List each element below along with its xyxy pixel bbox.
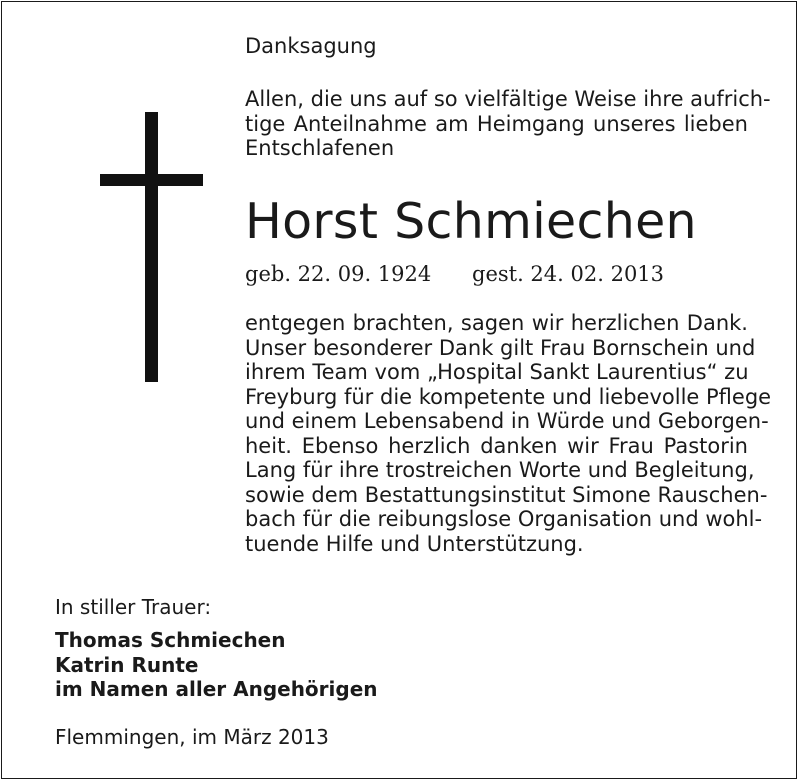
cross-horizontal-bar — [100, 174, 203, 186]
notice-heading: Danksagung — [245, 34, 377, 58]
death-date: gest. 24. 02. 2013 — [472, 262, 665, 286]
mourner-name: im Namen aller Angehörigen — [55, 677, 378, 701]
life-dates — [245, 259, 665, 289]
deceased-name: Horst Schmiechen — [245, 193, 697, 250]
place-date: Flemmingen, im März 2013 — [55, 725, 329, 749]
thanks-line: tuende Hilfe und Unterstützung. — [245, 531, 584, 556]
thanks-text — [245, 311, 772, 556]
intro-line: Entschlafenen — [245, 136, 395, 160]
thanks-line: entgegen brachten, sagen wir herzlichen Dank. — [245, 311, 748, 335]
thanks-line: Unser besonderer Dank gilt Frau Bornschein und — [245, 335, 756, 360]
mourner-name: Thomas Schmiechen — [55, 628, 286, 652]
notice-frame — [1, 1, 797, 779]
mourners-list — [55, 628, 378, 702]
thanks-line: Freyburg für die kompetente und liebevolle Pflege — [245, 384, 772, 409]
mourning-label: In stiller Trauer: — [55, 595, 212, 619]
intro-text — [245, 87, 771, 161]
thanks-line: sowie dem Bestattungsinstitut Simone Rauschen- — [245, 482, 768, 507]
thanks-line: Lang für ihre trostreichen Worte und Begleitung, — [245, 458, 755, 482]
birth-date: geb. 22. 09. 1924 — [245, 262, 432, 286]
thanks-line: und einem Lebensabend in Würde und Geborgen- — [245, 409, 769, 433]
thanks-line: bach für die reibungslose Organisation und wohl- — [245, 507, 763, 531]
intro-line: Allen, die uns auf so vielfältige Weise ihre aufrich- — [245, 87, 771, 111]
intro-line: tige Anteilnahme am Heimgang unseres lieben — [245, 111, 748, 136]
thanks-line: ihrem Team vom „Hospital Sankt Laurentius“ zu — [245, 360, 749, 384]
cross-vertical-bar — [145, 112, 158, 382]
mourner-name: Katrin Runte — [55, 652, 199, 677]
thanks-line: heit. Ebenso herzlich danken wir Frau Pastorin — [245, 433, 748, 458]
